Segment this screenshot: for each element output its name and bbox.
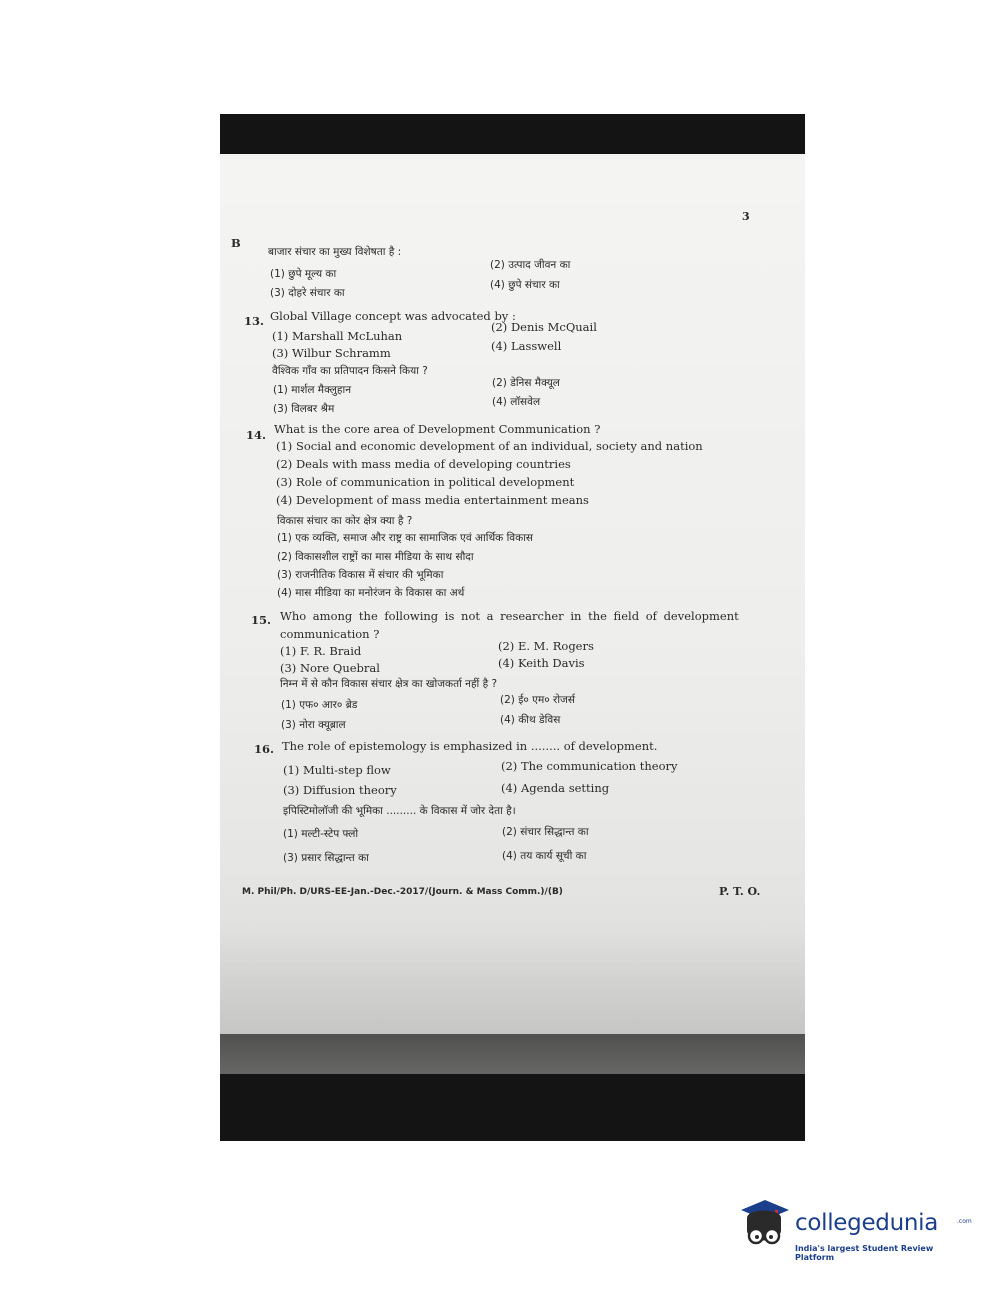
q14-hindi-option-1: (1) एक व्यक्ति, समाज और राष्ट्र का सामाजिक एवं आर्थिक विकास xyxy=(277,532,534,544)
q16-hindi-option-3: (3) प्रसार सिद्धान्त का xyxy=(283,852,369,864)
q14-option-1: (1) Social and economic development of an individual, society and nation xyxy=(276,439,703,453)
q16-hindi-stem: इपिस्टिमोलॉजी की भूमिका ......... के विकास में जोर देता है। xyxy=(283,805,516,817)
q14-number: 14. xyxy=(246,428,267,442)
q16-option-1: (1) Multi-step flow xyxy=(283,763,391,777)
q12-hindi-option-3: (3) दोहरे संचार का xyxy=(270,287,345,299)
q13-option-3: (3) Wilbur Schramm xyxy=(272,346,391,360)
q14-option-2: (2) Deals with mass media of developing countries xyxy=(276,457,571,471)
logo-com-suffix: .com xyxy=(957,1218,972,1225)
q15-option-3: (3) Nore Quebral xyxy=(280,661,380,675)
q13-option-4: (4) Lasswell xyxy=(491,339,562,353)
paper-shadow xyxy=(220,924,805,1074)
logo-tagline: India's largest Student Review Platform xyxy=(795,1244,934,1262)
q14-hindi-option-3: (3) राजनीतिक विकास में संचार की भूमिका xyxy=(277,569,444,581)
q16-hindi-option-4: (4) तय कार्य सूची का xyxy=(502,850,587,862)
paper-footer-code: M. Phil/Ph. D/URS-EE-Jan.-Dec.-2017/(Journ. & Mass Comm.)/(B) xyxy=(242,887,563,897)
q16-hindi-option-2: (2) संचार सिद्धान्त का xyxy=(502,826,589,838)
q15-hindi-option-1: (1) एफ० आर० ब्रेड xyxy=(281,699,358,711)
q14-hindi-option-4: (4) मास मीडिया का मनोरंजन के विकास का अर्थ xyxy=(277,587,465,599)
q16-hindi-option-1: (1) मल्टी-स्टेप फ्लो xyxy=(283,828,359,840)
q14-hindi-stem: विकास संचार का कोर क्षेत्र क्या है ? xyxy=(277,515,413,527)
q15-stem-line-1: Who among the following is not a researcher in the field of development xyxy=(280,609,739,623)
q15-option-1: (1) F. R. Braid xyxy=(280,644,362,658)
q16-option-2: (2) The communication theory xyxy=(501,759,678,773)
q16-option-4: (4) Agenda setting xyxy=(501,781,610,795)
q12-hindi-option-4: (4) छुपे संचार का xyxy=(490,279,560,291)
q13-hindi-option-3: (3) विलबर श्रैम xyxy=(273,403,335,415)
q13-hindi-stem: वैश्विक गाँव का प्रतिपादन किसने किया ? xyxy=(272,365,428,377)
q15-hindi-option-3: (3) नोरा क्यूब्राल xyxy=(281,719,346,731)
q15-hindi-stem: निम्न में से कौन विकास संचार क्षेत्र का खोजकर्ता नहीं है ? xyxy=(280,678,498,690)
q14-stem: What is the core area of Development Communication ? xyxy=(274,422,601,436)
q14-hindi-option-2: (2) विकासशील राष्ट्रों का मास मीडिया के साथ सौदा xyxy=(277,551,474,563)
q14-option-4: (4) Development of mass media entertainment means xyxy=(276,493,589,507)
q13-number: 13. xyxy=(244,314,265,328)
q15-option-2: (2) E. M. Rogers xyxy=(498,639,594,653)
q15-option-4: (4) Keith Davis xyxy=(498,656,585,670)
q14-option-3: (3) Role of communication in political development xyxy=(276,475,575,489)
q13-hindi-option-2: (2) डेनिस मैक्यूल xyxy=(492,377,560,389)
q16-number: 16. xyxy=(254,742,275,756)
q13-hindi-option-1: (1) मार्शल मैक्लुहान xyxy=(273,384,352,396)
logo-wordmark: collegedunia xyxy=(795,1210,939,1236)
q15-stem-line-2: communication ? xyxy=(280,627,380,641)
q15-number: 15. xyxy=(251,613,272,627)
q12-hindi-option-1: (1) छुपे मूल्य का xyxy=(270,268,337,280)
q12-hindi-stem: बाजार संचार का मुख्य विशेषता है : xyxy=(268,246,402,258)
q13-stem: Global Village concept was advocated by : xyxy=(270,309,516,323)
page-number: 3 xyxy=(742,210,750,223)
q13-hindi-option-4: (4) लॉसवेल xyxy=(492,396,541,408)
exam-paper-sheet xyxy=(220,154,805,1034)
series-letter: B xyxy=(231,236,241,250)
q16-stem: The role of epistemology is emphasized in ........ of development. xyxy=(282,739,658,753)
q15-hindi-option-2: (2) ई० एम० रोजर्स xyxy=(500,694,575,706)
collegedunia-logo xyxy=(735,1196,972,1266)
graduate-mascot-icon xyxy=(735,1196,793,1258)
q16-option-3: (3) Diffusion theory xyxy=(283,783,397,797)
q15-hindi-option-4: (4) कीथ डेविस xyxy=(500,714,561,726)
pto-label: P. T. O. xyxy=(719,885,761,898)
q12-hindi-option-2: (2) उत्पाद जीवन का xyxy=(490,259,571,271)
scanned-page-photo xyxy=(220,114,805,1141)
q13-option-1: (1) Marshall McLuhan xyxy=(272,329,403,343)
q13-option-2: (2) Denis McQuail xyxy=(491,320,597,334)
